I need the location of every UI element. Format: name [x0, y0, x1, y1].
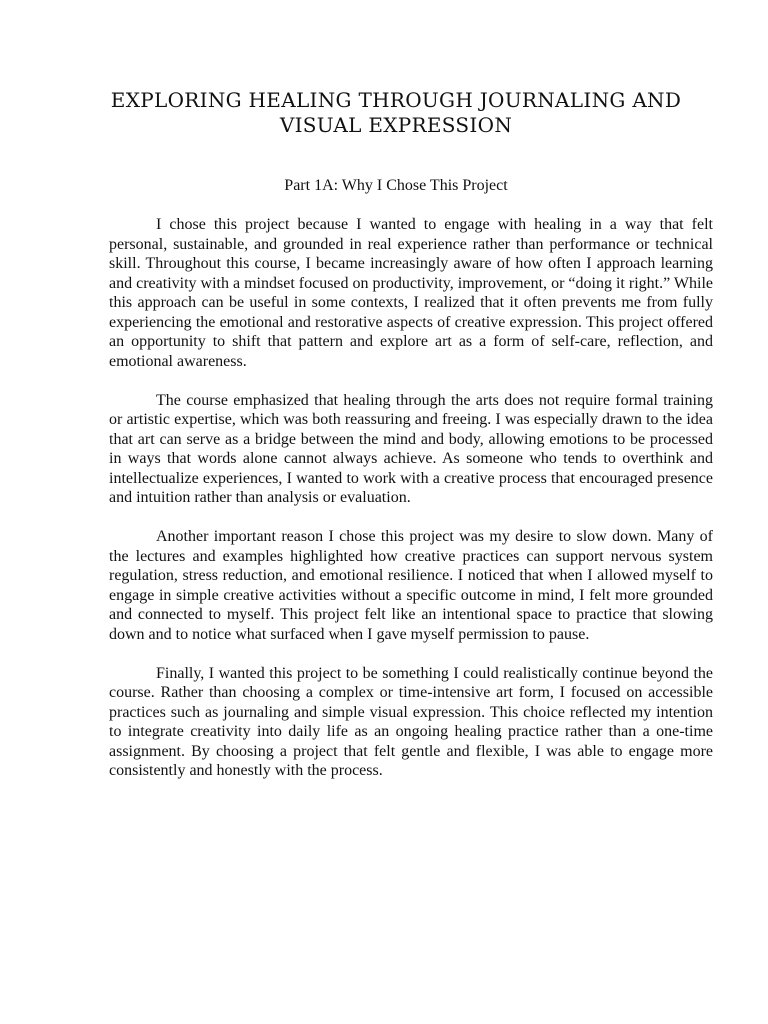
section-heading: Part 1A: Why I Chose This Project: [284, 177, 508, 194]
paragraph: Finally, I wanted this project to be something I could realistically continue beyond the course. Rather than choosing a complex or time-intensive art form, I focused on accessible practices such as journaling and simple visual expression. This choice reflected my intention to integrate creativity into daily life as an ongoing healing practice rather than a one-time assignment. By choosing a project that felt gentle and flexible, I was able to engage more consistently and honestly with the process.: [109, 664, 713, 779]
document-title: EXPLORING HEALING THROUGH JOURNALING AND VISUAL EXPRESSION: [110, 88, 682, 137]
paragraph: I chose this project because I wanted to engage with healing in a way that felt personal, sustainable, and grounded in real experience rather than performance or technical skill. Throughout this course, I became increasingly aware of how often I approach learning and creativity with a mindset focused on productivity, improvement, or “doing it right.” While this approach can be useful in some contexts, I realized that it often prevents me from fully experiencing the emotional and restorative aspects of creative expression. This project offered an opportunity to shift that pattern and explore art as a form of self-care, reflection, and emotional awareness.: [109, 216, 713, 370]
paragraph: Another important reason I chose this project was my desire to slow down. Many of the lectures and examples highlighted how creative practices can support nervous system regulation, stress reduction, and emotional resilience. I noticed that when I allowed myself to engage in simple creative activities without a specific outcome in mind, I felt more grounded and connected to myself. This project felt like an intentional space to practice that slowing down and to notice what surfaced when I gave myself permission to pause.: [109, 528, 713, 643]
paragraph: The course emphasized that healing through the arts does not require formal training or artistic expertise, which was both reassuring and freeing. I was especially drawn to the idea that art can serve as a bridge between the mind and body, allowing emotions to be processed in ways that words alone cannot always achieve. As someone who tends to overthink and intellectualize experiences, I wanted to work with a creative process that encouraged presence and intuition rather than analysis or evaluation.: [109, 391, 713, 506]
body-text: [109, 215, 713, 800]
